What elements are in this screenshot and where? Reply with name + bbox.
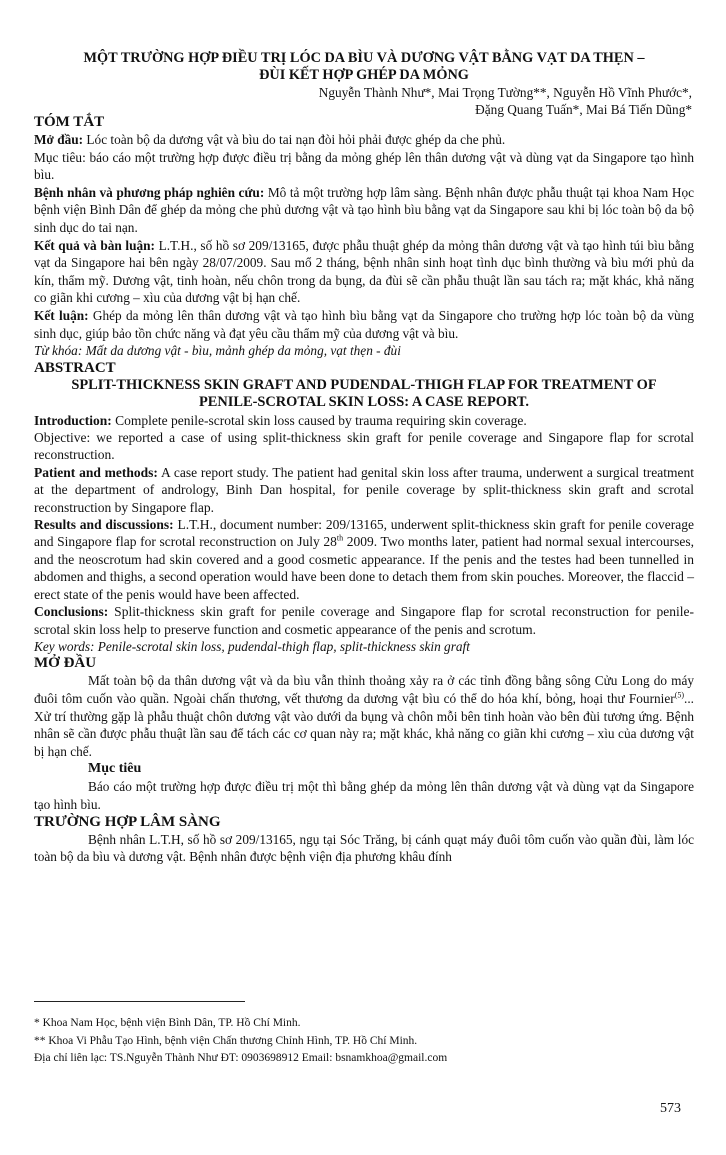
abstract-title-line-2: PENILE-SCROTAL SKIN LOSS: A CASE REPORT.	[198, 394, 530, 411]
muctieu-paragraph: Báo cáo một trường hợp được điều trị một thì bằng ghép da mỏng lên thân dương vật và dùng vạt da Singapore tạo hình bìu.	[34, 779, 694, 812]
modau-heading: MỞ ĐẦU	[34, 655, 97, 672]
abstract-intro-label: Introduction:	[34, 412, 112, 428]
abstract-results-text-b: 2009. Two months later, patient had normal sexual intercourses, and the neoscrotum had skin covered and a good cosmetic appearance. If the penis and the testes had been tunnelled in abdomen and thighs, a second operation would have been done to detach them from skin pouches. Moreover, the flaccid – erect state of the penis would have been affected.	[34, 534, 695, 602]
tomtat-benhnhan	[34, 184, 694, 237]
abstract-conclusions	[34, 603, 694, 638]
abstract-results	[34, 516, 694, 603]
authors-line-2: Đặng Quang Tuấn*, Mai Bá Tiến Dũng*	[475, 102, 692, 117]
page-number: 573	[660, 1101, 681, 1116]
abstract-title	[34, 377, 694, 412]
tomtat-muctieu: Mục tiêu: báo cáo một trường hợp được điều trị bằng da mỏng ghép lên thân dương vật và dùng vạt da Singapore tạo hình bìu.	[34, 149, 694, 183]
footnote-2: ** Khoa Vi Phẫu Tạo Hình, bệnh viện Chấn thương Chỉnh Hình, TP. Hồ Chí Minh.	[34, 1035, 418, 1047]
footnote-1: * Khoa Nam Học, bệnh viện Bình Dân, TP. Hồ Chí Minh.	[34, 1017, 301, 1029]
tomtat-ketqua-text: L.T.H., số hồ sơ 209/13165, được phẫu thuật ghép da mỏng thân dương vật và tạo hình túi bìu bằng vạt da Singapore hai bên ngày 28/07/2009. Sau mổ 2 tháng, bệnh nhân sinh hoạt tình dục bình thường và bìu mới phủ da kín, thẩm mỹ. Dương vật, tinh hoàn, nếu chôn trong da bụng, da đùi sẽ cần phẫu thuật lần sau tách ra; mặt khác, khả năng co giãn khi cương – xìu của dương vật bị hạn chế.	[34, 237, 694, 306]
modau-paragraph	[34, 672, 694, 760]
tomtat-modau-text: Lóc toàn bộ da dương vật và bìu do tai nạn đòi hỏi phải được ghép da che phủ.	[83, 132, 506, 147]
modau-text-a: Mất toàn bộ da thân dương vật và da bìu vẫn thỉnh thoảng xảy ra ở các tỉnh đồng bằng sông Cửu Long do máy đuôi tôm cuốn vào quần. Ngoài chấn thương, vết thương da dương vật bìu có thể do hóa khí, bỏng, hoại thư Fournier	[34, 673, 694, 706]
footnote-contact: Địa chỉ liên lạc: TS.Nguyễn Thành Như ĐT: 0903698912 Email: bsnamkhoa@gmail.com	[34, 1052, 448, 1064]
abstract-patient-label: Patient and methods:	[34, 464, 158, 480]
authors-line-1: Nguyễn Thành Như*, Mai Trọng Tường**, Nguyễn Hồ Vĩnh Phước*,	[318, 85, 692, 100]
abstract-heading: ABSTRACT	[34, 359, 116, 376]
modau-citation: (5)	[674, 690, 685, 700]
abstract-objective: Objective: we reported a case of using split-thickness skin graft for penile coverage and Singapore flap for scrotal reconstruction.	[34, 430, 694, 463]
abstract-conclusions-text: Split-thickness skin graft for penile coverage and Singapore flap for scrotal reconstruction for penile-scrotal skin loss help to preserve function and cosmetic appearance of the penis and scrotum.	[34, 604, 694, 637]
title-line-1: MỘT TRƯỜNG HỢP ĐIỀU TRỊ LÓC DA BÌU VÀ DƯƠNG VẬT BẰNG VẠT DA THẸN –	[83, 50, 645, 66]
abstract-results-sup: th	[336, 533, 344, 543]
tomtat-ketqua-label: Kết quả và bàn luận:	[34, 237, 155, 253]
tomtat-ketqua	[34, 237, 694, 307]
abstract-patient-text: A case report study. The patient had genital skin loss after trauma, underwent a surgical treatment at the department of andrology, Binh Dan hospital, for penile coverage by split-thickness skin graft and scrotal reconstruction by Singapore flap.	[34, 464, 694, 515]
abstract-keywords: Key words: Penile-scrotal skin loss, pudendal-thigh flap, split-thickness skin graft	[34, 638, 470, 654]
tomtat-modau	[34, 131, 694, 149]
abstract-results-label: Results and discussions:	[34, 517, 174, 533]
article-title	[34, 50, 694, 84]
authors	[34, 84, 694, 118]
abstract-results-text-a: L.T.H., document number: 209/13165, underwent split-thickness skin graft for penile coverage and Singapore flap for scrotal reconstruction on July 28	[34, 517, 694, 550]
tomtat-benhnhan-text: Mô tả một trường hợp lâm sàng. Bệnh nhân được phẫu thuật tại khoa Nam Học bệnh viện Bình Dân để ghép da mỏng che phủ dương vật và tạo hình bìu bằng vạt da Singapore sau khi bị lóc toàn bộ da bộ sinh dục do tai nạn.	[34, 184, 694, 235]
tomtat-ketluan-label: Kết luận:	[34, 307, 89, 323]
tomtat-ketluan	[34, 307, 694, 342]
tomtat-heading: TÓM TẮT	[34, 114, 105, 130]
modau-text-b: ... Xử trí thường gặp là phẫu thuật chôn dương vật vào dưới da bụng và chôn mỗi bên tinh hoàn vào bên đùi tương ứng. Bệnh nhân sẽ cần được phẫu thuật lần sau để tách các cơ quan này ra; mặt khác, khả năng co giãn khi cương – xìu của dương vật bị hạn chế.	[34, 691, 694, 759]
abstract-intro-text: Complete penile-scrotal skin loss caused by trauma requiring skin coverage.	[111, 412, 527, 428]
tomtat-ketluan-text: Ghép da mỏng lên thân dương vật và tạo hình bìu bằng vạt da Singapore cho trường hợp lóc toàn bộ da vùng sinh dục, giúp bảo tồn chức năng và đạt yêu cầu thẩm mỹ của dương vật và bìu.	[34, 307, 694, 341]
abstract-title-line-1: SPLIT-THICKNESS SKIN GRAFT AND PUDENDAL-THIGH FLAP FOR TREATMENT OF	[71, 376, 657, 393]
title-line-2: ĐÙI KẾT HỢP GHÉP DA MỎNG	[259, 67, 469, 83]
abstract-introduction	[34, 412, 694, 429]
article-page	[34, 50, 694, 866]
tomtat-benhnhan-label: Bệnh nhân và phương pháp nghiên cứu:	[34, 184, 265, 200]
muctieu-heading: Mục tiêu	[88, 761, 142, 777]
footnote-divider	[34, 1001, 245, 1002]
tomtat-modau-label: Mở đầu:	[34, 132, 84, 147]
lamsang-heading: TRƯỜNG HỢP LÂM SÀNG	[34, 813, 221, 830]
abstract-conclusions-label: Conclusions:	[34, 604, 109, 620]
tomtat-keywords: Từ khóa: Mất da dương vật - bìu, mảnh ghép da mỏng, vạt thẹn - đùi	[34, 343, 401, 359]
abstract-patient-methods	[34, 464, 694, 516]
lamsang-paragraph: Bệnh nhân L.T.H, số hồ sơ 209/13165, ngụ tại Sóc Trăng, bị cánh quạt máy đuôi tôm cuốn vào quần đùi, làm lóc toàn bộ da bìu và dương vật. Bệnh nhân được bệnh viện địa phương khâu đính	[34, 831, 694, 865]
